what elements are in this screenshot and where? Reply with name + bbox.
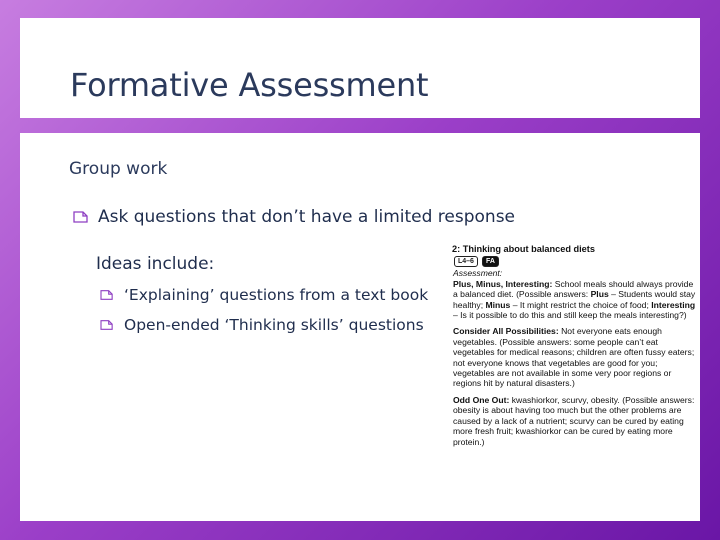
sub-bullet-text: Open-ended ‘Thinking skills’ questions — [124, 316, 424, 334]
ideas-label: Ideas include: — [96, 254, 215, 274]
pmi-text: School meals should always provide a balanced diet. (Possible answers: — [453, 278, 694, 300]
cap-term: Consider All Possibilities: — [453, 326, 559, 337]
odd-term: Odd One Out: — [453, 394, 510, 405]
cap-paragraph — [452, 326, 700, 388]
subheading: Group work — [69, 159, 168, 179]
sub-bullet — [100, 316, 424, 334]
pmi-term: Plus, Minus, Interesting: — [453, 278, 553, 289]
interesting-term: Interesting — [651, 299, 696, 310]
fa-badge: FA — [482, 256, 499, 267]
slide-title: Formative Assessment — [70, 66, 429, 104]
page-flip-bullet-icon — [100, 289, 114, 301]
plus-term: Plus — [590, 289, 609, 300]
page-flip-bullet-icon — [73, 210, 89, 224]
main-bullet — [73, 207, 515, 227]
assessment-label: Assessment: — [453, 268, 503, 279]
content-panel — [20, 133, 700, 521]
sub-bullet-text: ‘Explaining’ questions from a text book — [124, 286, 429, 304]
interesting-text: – Is it possible to do this and still keep the meals interesting?) — [453, 310, 687, 321]
cap-text: Not everyone eats enough vegetables. (Possible answers: some people can’t eat vegetables for medical reasons; children are often fussy eaters; not everyone knows that vegetables are good for you; vegetables are not available in some very poor regions or regions hit by natural disasters.) — [453, 326, 695, 389]
sub-bullet — [100, 286, 428, 304]
page-flip-bullet-icon — [100, 319, 114, 331]
level-badge: L4–6 — [454, 256, 478, 267]
odd-text: kwashiorkor, scurvy, obesity. (Possible answers: obesity is about having too much but the other problems are caused by a lack of a nutrient; scurvy can be cured by eating more fresh fruit; kwashiorkor can be cured by eating more protein.) — [453, 394, 695, 447]
title-panel — [20, 18, 700, 118]
odd-one-out-paragraph — [452, 395, 700, 447]
textbook-excerpt — [452, 244, 700, 453]
plus-text: – Students would stay healthy; — [453, 289, 696, 310]
excerpt-badges — [454, 256, 700, 267]
main-bullet-text: Ask questions that don’t have a limited response — [98, 207, 516, 227]
excerpt-heading: 2: Thinking about balanced diets — [452, 244, 595, 254]
minus-term: Minus — [485, 299, 511, 310]
pmi-paragraph — [452, 279, 700, 321]
minus-text: – It might restrict the choice of food; — [510, 299, 652, 310]
